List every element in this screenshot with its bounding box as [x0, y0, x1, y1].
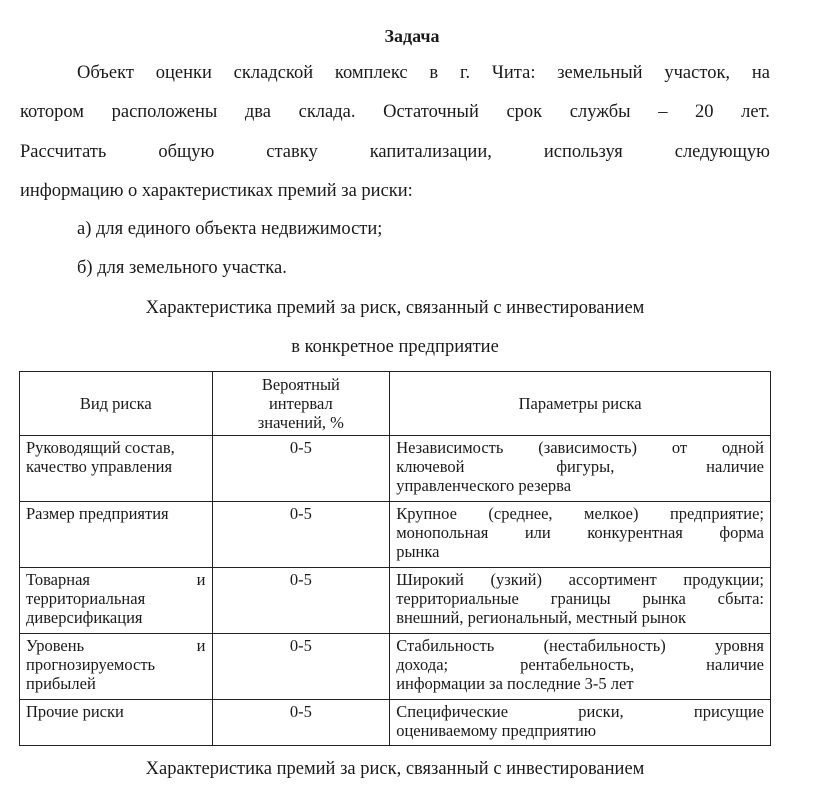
- intro-line-2-word: два: [244, 102, 272, 122]
- intro-line-3-word: капитализации,: [369, 142, 492, 162]
- header-interval-line: значений, %: [257, 413, 344, 432]
- risk-type-line: прибылей: [26, 674, 96, 693]
- header-interval-line: интервал: [268, 394, 333, 413]
- intro-line-1-word: оценки: [155, 63, 212, 83]
- risk-params-word: уровня: [715, 636, 764, 655]
- intro-line-1-word: земельный: [557, 63, 643, 83]
- risk-params-word: ассортимент: [568, 570, 657, 589]
- risk-params-word: присущие: [693, 702, 764, 721]
- intro-line-1-words: [77, 62, 770, 84]
- risk-params-word: границы: [550, 589, 611, 608]
- intro-line-1-word: г.: [459, 63, 471, 83]
- intro-line-1-word: складской: [233, 63, 314, 83]
- risk-type-word: Товарная: [26, 570, 90, 589]
- table-row: [20, 700, 771, 746]
- table-row: [20, 568, 771, 634]
- risk-params-word: Крупное: [396, 504, 457, 523]
- risk-params-word: ключевой: [396, 457, 465, 476]
- intro-line-1-word: Объект: [77, 63, 134, 83]
- risk-params-line: [396, 589, 764, 608]
- interval-cell: 0-5: [212, 568, 390, 634]
- intro-line-2-word: –: [658, 102, 668, 122]
- header-params: Параметры риска: [390, 372, 771, 436]
- risk-type-cell: [20, 634, 213, 700]
- intro-line-2-word: котором: [20, 102, 85, 122]
- risk-params-word: конкурентная: [587, 523, 683, 542]
- intro-line-1-word: Чита:: [491, 63, 536, 83]
- risk-params-word: Стабильность: [396, 636, 495, 655]
- intro-line-3-word: следующую: [674, 142, 770, 162]
- risk-params-line: [396, 702, 764, 721]
- risk-params-word: предприятие;: [669, 504, 764, 523]
- risk-params-cell: [390, 700, 771, 746]
- intro-line-1-word: в: [429, 63, 439, 83]
- risk-params-word: (узкий): [490, 570, 542, 589]
- table-row: [20, 436, 771, 502]
- intro-line-2-word: службы: [569, 102, 631, 122]
- item-b: б) для земельного участка.: [77, 258, 287, 278]
- risk-params-word: продукции;: [683, 570, 764, 589]
- item-a: а) для единого объекта недвижимости;: [77, 219, 383, 239]
- risk-params-word: риски,: [578, 702, 624, 721]
- intro-line-3-word: Рассчитать: [20, 142, 107, 162]
- intro-line-2-word: лет.: [741, 102, 770, 122]
- table-row: [20, 634, 771, 700]
- intro-line-3: [20, 141, 770, 163]
- risk-params-line: информации за последние 3-5 лет: [396, 674, 634, 693]
- intro-line-1-word: комплекс: [334, 63, 408, 83]
- risk-params-line: [396, 570, 764, 589]
- interval-cell: 0-5: [212, 502, 390, 568]
- risk-params-line: внешний, региональный, местный рынок: [396, 608, 687, 627]
- risk-params-word: Специфические: [396, 702, 509, 721]
- risk-params-word: фигуры,: [556, 457, 615, 476]
- intro-line-1: [77, 62, 770, 84]
- risk-type-line: прогнозируемость: [26, 655, 156, 674]
- risk-params-word: территориальные: [396, 589, 519, 608]
- risk-params-word: от: [671, 438, 688, 457]
- header-interval-line: Вероятный: [261, 375, 340, 394]
- risk-params-cell: [390, 568, 771, 634]
- intro-line-3-word: ставку: [266, 142, 318, 162]
- risk-type-line: территориальная: [26, 589, 146, 608]
- intro-line-3-words: [20, 141, 770, 163]
- intro-line-2-word: расположены: [111, 102, 218, 122]
- intro-line-2-word: склада.: [298, 102, 356, 122]
- risk-params-word: наличие: [706, 655, 764, 674]
- risk-params-cell: [390, 502, 771, 568]
- risk-params-line: оцениваемому предприятию: [396, 721, 597, 740]
- footer-caption: Характеристика премий за риск, связанный с инвестированием: [145, 759, 645, 779]
- header-interval: [212, 372, 390, 436]
- interval-cell: 0-5: [212, 436, 390, 502]
- intro-line-2-word: срок: [506, 102, 543, 122]
- risk-type-line: [26, 636, 206, 655]
- risk-params-line: [396, 457, 764, 476]
- risk-params-line: [396, 438, 764, 457]
- risk-params-line: рынка: [396, 542, 440, 561]
- risk-params-word: (среднее,: [488, 504, 553, 523]
- risk-type-cell: [20, 568, 213, 634]
- risk-params-word: форма: [719, 523, 764, 542]
- risk-params-line: [396, 523, 764, 542]
- risk-type-line: диверсификация: [26, 608, 143, 627]
- risk-params-word: рынка: [642, 589, 686, 608]
- risk-params-line: [396, 636, 764, 655]
- intro-line-4: информацию о характеристиках премий за риски:: [20, 181, 413, 201]
- risk-type-word: и: [196, 636, 206, 655]
- risk-params-word: одной: [721, 438, 764, 457]
- interval-cell: 0-5: [212, 634, 390, 700]
- risk-params-word: мелкое): [584, 504, 639, 523]
- table-caption-line-2: в конкретное предприятие: [291, 337, 499, 357]
- risk-type-word: и: [196, 570, 206, 589]
- risk-params-word: (нестабильность): [543, 636, 666, 655]
- risk-params-line: управленческого резерва: [396, 476, 572, 495]
- intro-line-3-word: общую: [158, 142, 215, 162]
- intro-line-2: [20, 101, 770, 123]
- table-caption-line-1: Характеристика премий за риск, связанный с инвестированием: [145, 298, 645, 318]
- intro-line-2-words: [20, 101, 770, 123]
- risk-type-cell: [20, 502, 213, 568]
- risk-params-word: или: [524, 523, 551, 542]
- risk-params-word: рентабельность,: [520, 655, 635, 674]
- risk-params-word: (зависимость): [538, 438, 637, 457]
- risk-params-word: сбыта:: [717, 589, 764, 608]
- table-row: [20, 502, 771, 568]
- interval-cell: 0-5: [212, 700, 390, 746]
- risk-params-cell: [390, 634, 771, 700]
- risk-type-line: Размер предприятия: [26, 504, 169, 523]
- intro-line-3-word: используя: [543, 142, 623, 162]
- risk-type-line: качество управления: [26, 457, 173, 476]
- header-risk-type: Вид риска: [20, 372, 213, 436]
- risk-type-line: Руководящий состав,: [26, 438, 175, 457]
- risk-params-line: [396, 655, 764, 674]
- risk-type-cell: [20, 436, 213, 502]
- risk-params-cell: [390, 436, 771, 502]
- page-title: Задача: [384, 26, 440, 46]
- risk-params-line: [396, 504, 764, 523]
- risk-type-cell: [20, 700, 213, 746]
- intro-line-2-word: 20: [695, 102, 714, 122]
- table-header-row: [20, 372, 771, 436]
- intro-line-2-word: Остаточный: [383, 102, 479, 122]
- risk-type-line: [26, 570, 206, 589]
- risk-type-line: Прочие риски: [26, 702, 124, 721]
- risk-type-word: Уровень: [26, 636, 85, 655]
- risk-params-word: монопольная: [396, 523, 489, 542]
- risk-params-word: дохода;: [396, 655, 449, 674]
- intro-line-1-word: участок,: [664, 63, 731, 83]
- risk-params-word: наличие: [706, 457, 764, 476]
- risk-premium-table: [19, 371, 771, 746]
- intro-line-1-word: на: [751, 63, 770, 83]
- risk-params-word: Независимость: [396, 438, 504, 457]
- risk-params-word: Широкий: [396, 570, 464, 589]
